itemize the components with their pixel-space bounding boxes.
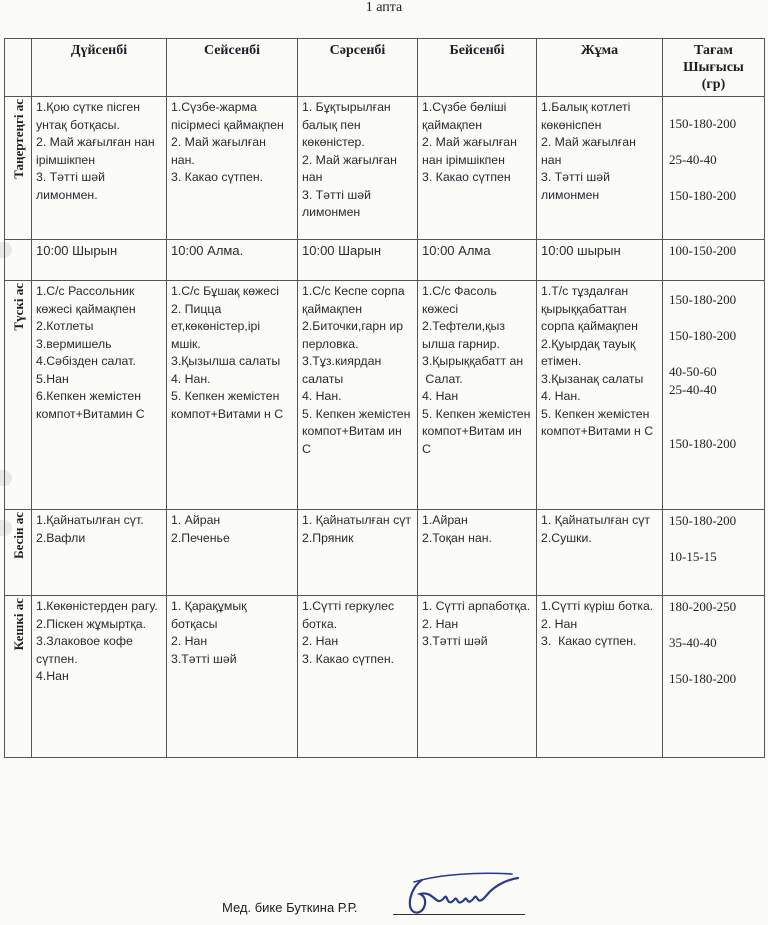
menu-cell: 1.Сүзбе бөліші қаймақпен 2. Май жағылған нан ірімшікпен 3. Какао сүтпен	[422, 100, 517, 184]
header-tuesday: Сейсенбі	[167, 39, 298, 97]
menu-cell: 1.Сүтті күріш ботка. 2. Нан 3. Какао сүтпен.	[541, 599, 654, 648]
menu-table	[4, 38, 765, 758]
row-dinner	[5, 596, 765, 758]
meal-afternoon	[5, 510, 32, 596]
portion-cell: 150-180-200 10-15-15	[669, 513, 737, 564]
menu-cell: 1.С/с Рассольник көжесі қаймақпен 2.Котлеты 3.вермишель 4.Сәбізден салат. 5.Нан 6.Кепкен жемістен компот+Витамин С	[36, 284, 145, 421]
meal-lunch	[5, 281, 32, 510]
meal-label: Бесін ас	[10, 512, 26, 559]
row-lunch	[5, 281, 765, 510]
menu-cell: 1.С/с Кеспе сорпа қаймақпен 2.Биточки,гарн ир перловка. 3.Тұз.киярдан салаты 4. Нан. 5. Кепкен жемістен компот+Витам ин С	[302, 284, 411, 456]
row-snack	[5, 240, 765, 281]
meal-label: Түскі ас	[10, 283, 26, 331]
header-portion: Тағам Шығысы (гр)	[663, 39, 765, 97]
header-monday: Дүйсенбі	[32, 39, 167, 97]
row-afternoon	[5, 510, 765, 596]
portion-cell: 100-150-200	[669, 243, 737, 258]
menu-cell: 10:00 шырын	[541, 243, 621, 258]
menu-cell: 1.Қою сүтке пісген унтақ ботқасы. 2. Май жағылған нан ірімшікпен 3. Тәтті шәй лимонмен.	[36, 100, 155, 202]
meal-label: Таңертеңгі ас	[10, 99, 26, 179]
menu-cell: 1.Сүзбе-жарма пісірмесі қаймақпен 2. Май жағылған нан. 3. Какао сүтпен.	[171, 100, 284, 184]
menu-cell: 10:00 Шырын	[36, 243, 118, 258]
menu-cell: 1. Қарақұмық ботқасы 2. Нан 3.Тәтті шәй	[171, 599, 247, 666]
handwritten-signature	[400, 868, 530, 918]
meal-dinner	[5, 596, 32, 758]
menu-cell: 10:00 Шарын	[302, 243, 382, 258]
corner-cell	[5, 39, 32, 97]
menu-cell: 10:00 Алма	[422, 243, 491, 258]
menu-cell: 1.С/с Бұшақ көжесі 2. Пицца ет,көкөністер,ірі мшік. 3.Қызылша салаты 4. Нан. 5. Кепкен жемістен компот+Витами н С	[171, 284, 284, 421]
menu-cell: 1.С/с Фасоль көжесі 2.Тефтели,қыз ылша гарнир. 3.Қырыққабатт ан Салат. 4. Нан 5. Кепкен жемістен компот+Витам ин С	[422, 284, 531, 456]
menu-cell: 1. Сүтті арпаботқа. 2. Нан 3.Тәтті шәй	[422, 599, 531, 648]
menu-cell: 1. Қайнатылған сүт 2.Сушки.	[541, 513, 651, 545]
menu-cell: 1.Балық котлеті көкөніспен 2. Май жағылған нан 3. Тәтті шәй лимонмен	[541, 100, 636, 202]
menu-cell: 10:00 Алма.	[171, 243, 244, 258]
row-breakfast	[5, 97, 765, 240]
header-friday: Жұма	[537, 39, 663, 97]
menu-cell: 1.Т/с тұздалған қырыққабаттан сорпа қаймақпен 2.Қуырдақ тауық етімен. 3.Қызанақ салаты 4. Нан. 5. Кепкен жемістен компот+Витами н С	[541, 284, 654, 438]
meal-label: Кешкі ас	[10, 598, 26, 651]
signature-caption: Мед. бике Буткина Р.Р.	[222, 900, 358, 915]
menu-cell: 1.Қайнатылған сүт. 2.Вафли	[36, 513, 144, 545]
portion-cell: 150-180-200 25-40-40 150-180-200	[669, 116, 737, 203]
meal-breakfast	[5, 97, 32, 240]
menu-cell: 1.Көкөністерден рагу. 2.Піскен жұмыртқа. 3.Злаковое кофе сүтпен. 4.Нан	[36, 599, 158, 683]
menu-cell: 1.Сүтті геркулес ботка. 2. Нан 3. Какао сүтпен.	[302, 599, 395, 666]
portion-cell: 150-180-200 150-180-200 40-50-60 25-40-40 150-180-200	[669, 292, 737, 451]
page-title: 1 апта	[365, 0, 403, 15]
menu-cell: 1. Қайнатылған сүт 2.Пряник	[302, 513, 412, 545]
header-wednesday: Сәрсенбі	[298, 39, 418, 97]
header-row	[5, 39, 765, 97]
portion-cell: 180-200-250 35-40-40 150-180-200	[669, 599, 737, 686]
menu-cell: 1.Айран 2.Тоқан нан.	[422, 513, 492, 545]
header-thursday: Бейсенбі	[418, 39, 537, 97]
menu-cell: 1. Айран 2.Печенье	[171, 513, 230, 545]
menu-cell: 1. Бұқтырылған балық пен көкөністер. 2. Май жағылған нан 3. Тәтті шәй лимонмен	[302, 100, 397, 219]
meal-snack	[5, 240, 32, 281]
